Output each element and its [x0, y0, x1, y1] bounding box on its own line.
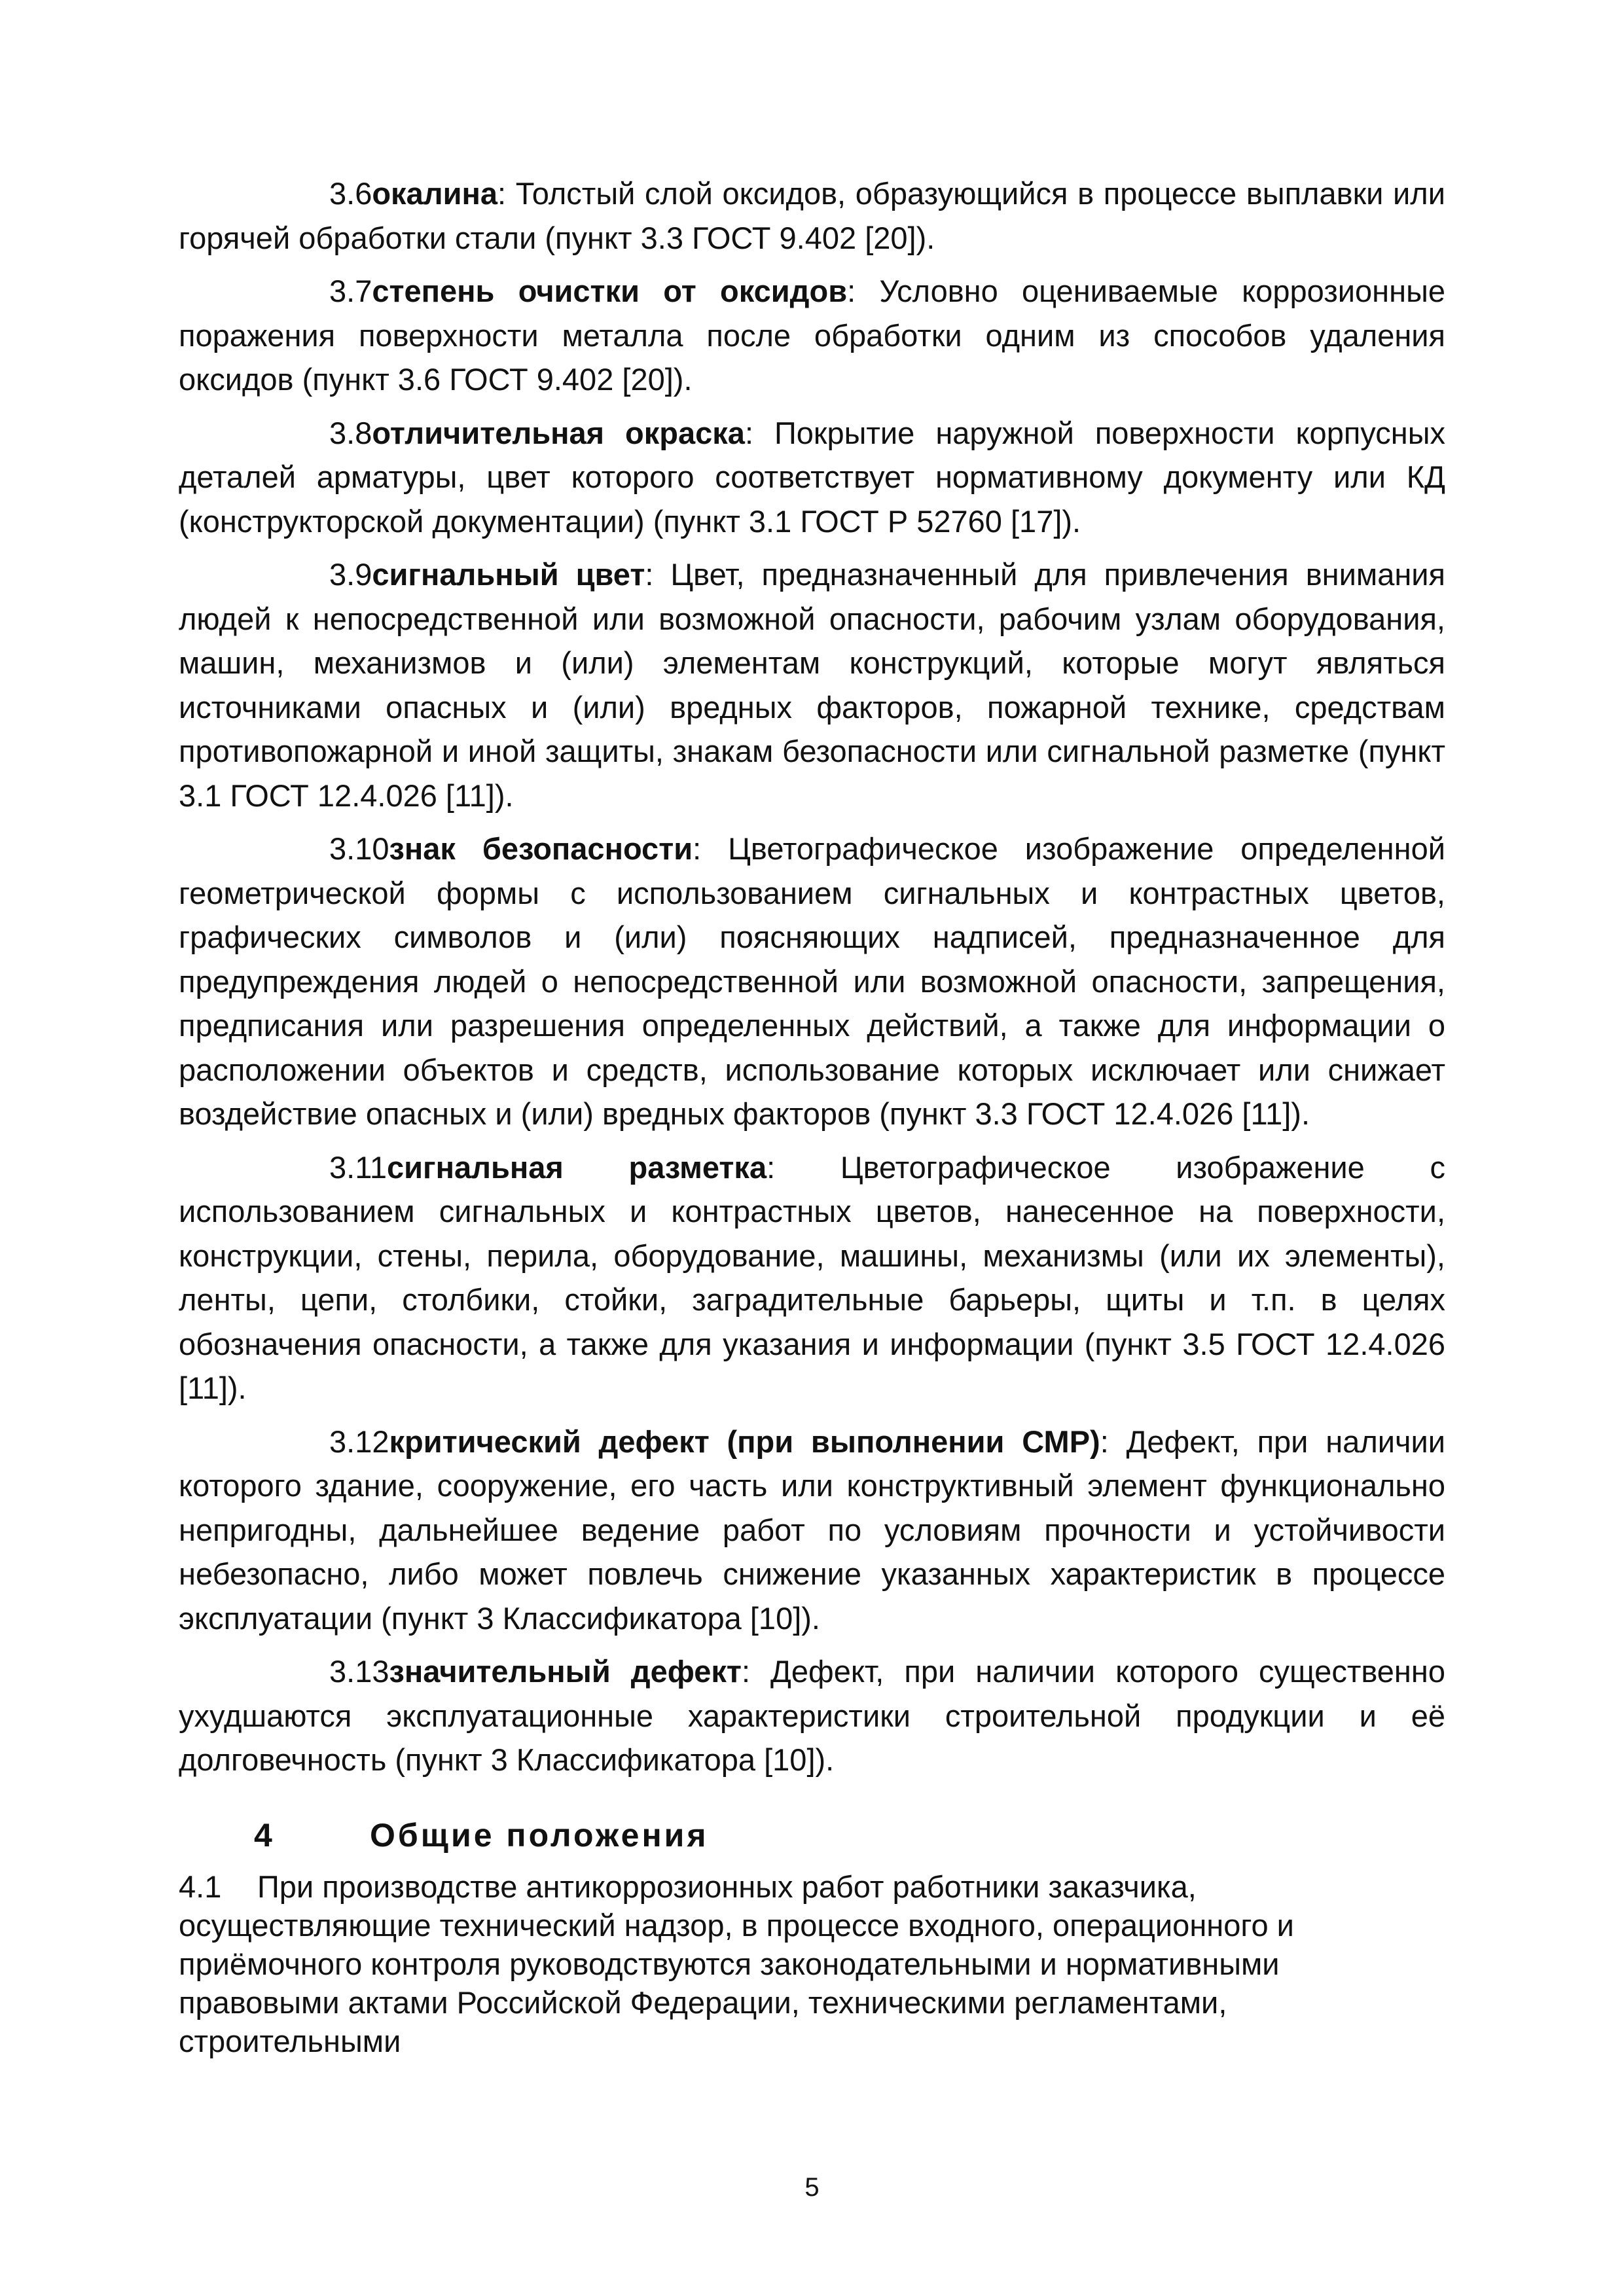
- definition-text: : Дефект, при наличии которого существенно ухудшаются эксплуатационные характеристики строительной продукции и её долговечность (пункт 3 Классификатора [10]).: [179, 1654, 1445, 1777]
- definition-3-10: [179, 827, 1445, 1136]
- definition-text: : Цвет, предназначенный для привлечения внимания людей к непосредственной или возможной опасности, рабочим узлам оборудования, машин, механизмов и (или) элементам конструкций, которые могут являться источниками опасных и (или) вредных факторов, пожарной технике, средствам противопожарной и иной защиты, знакам безопасности или сигнальной разметке (пункт 3.1 ГОСТ 12.4.026 [11]).: [179, 557, 1445, 813]
- definition-3-6: [179, 171, 1445, 260]
- definition-number: 3.6: [329, 176, 372, 211]
- definition-3-13: [179, 1649, 1445, 1782]
- paragraph-text: При производстве антикоррозионных работ работники заказчика, осуществляющие технический надзор, в процессе входного, операционного и приёмочного контроля руководствуются законодательными и нормативными правовыми актами Российской Федерации, техническими регламентами, строительными: [179, 1869, 1294, 2058]
- definition-text: : Условно оцениваемые коррозионные поражения поверхности металла после обработки одним из способов удаления оксидов (пункт 3.6 ГОСТ 9.402 [20]).: [179, 274, 1445, 397]
- definition-number: 3.11: [329, 1149, 387, 1185]
- definition-term: сигнальный цвет: [372, 557, 645, 592]
- definition-number: 3.13: [329, 1654, 389, 1689]
- definition-text: : Толстый слой оксидов, образующийся в процессе выплавки или горячей обработки стали (пункт 3.3 ГОСТ 9.402 [20]).: [179, 176, 1445, 255]
- definition-term: знак безопасности: [389, 831, 693, 866]
- paragraph-number: 4.1: [179, 1869, 222, 1904]
- definition-term: критический дефект (при выполнении СМР): [389, 1424, 1100, 1459]
- definition-term: сигнальная разметка: [387, 1149, 767, 1185]
- definition-3-8: [179, 411, 1445, 544]
- page-content: [179, 171, 1445, 2060]
- section-number: 4: [254, 1816, 275, 1854]
- definition-term: значительный дефект: [389, 1654, 742, 1689]
- definition-number: 3.9: [329, 557, 372, 592]
- definition-text: : Дефект, при наличии которого здание, сооружение, его часть или конструктивный элемент функционально непригодны, дальнейшее ведение работ по условиям прочности и устойчивости небезопасно, либо может повлечь снижение указанных характеристик в процессе эксплуатации (пункт 3 Классификатора [10]).: [179, 1424, 1445, 1636]
- page-number: 5: [804, 2173, 820, 2202]
- definition-term: степень очистки от оксидов: [372, 274, 848, 308]
- definition-text: : Цветографическое изображение определенной геометрической формы с использованием сигнальных и контрастных цветов, графических символов и (или) поясняющих надписей, предназначенное для предупреждения людей о непосредственной или возможной опасности, запрещения, предписания или разрешения определенных действий, а также для информации о расположении объектов и средств, использование которых исключает или снижает воздействие опасных и (или) вредных факторов (пункт 3.3 ГОСТ 12.4.026 [11]).: [179, 831, 1445, 1131]
- definition-number: 3.8: [329, 415, 372, 450]
- definition-number: 3.12: [329, 1424, 389, 1459]
- definition-3-11: [179, 1145, 1445, 1410]
- definition-text: : Покрытие наружной поверхности корпусных деталей арматуры, цвет которого соответствует нормативному документу или КД (конструкторской документации) (пункт 3.1 ГОСТ Р 52760 [17]).: [179, 415, 1445, 539]
- definition-number: 3.10: [329, 831, 389, 866]
- paragraph-4-1: [179, 1867, 1445, 2060]
- definition-term: окалина: [372, 176, 497, 211]
- definition-number: 3.7: [329, 274, 372, 308]
- definition-3-9: [179, 552, 1445, 817]
- definition-3-7: [179, 269, 1445, 402]
- definition-term: отличительная окраска: [372, 415, 745, 450]
- section-title: Общие положения: [370, 1816, 709, 1854]
- definition-text: : Цветографическое изображение с использованием сигнальных и контрастных цветов, нанесенное на поверхности, конструкции, стены, перила, оборудование, машины, механизмы (или их элементы), ленты, цепи, столбики, стойки, заградительные барьеры, щиты и т.п. в целях обозначения опасности, а также для указания и информации (пункт 3.5 ГОСТ 12.4.026 [11]).: [179, 1149, 1445, 1405]
- definition-3-12: [179, 1420, 1445, 1641]
- section-heading: [254, 1812, 1445, 1858]
